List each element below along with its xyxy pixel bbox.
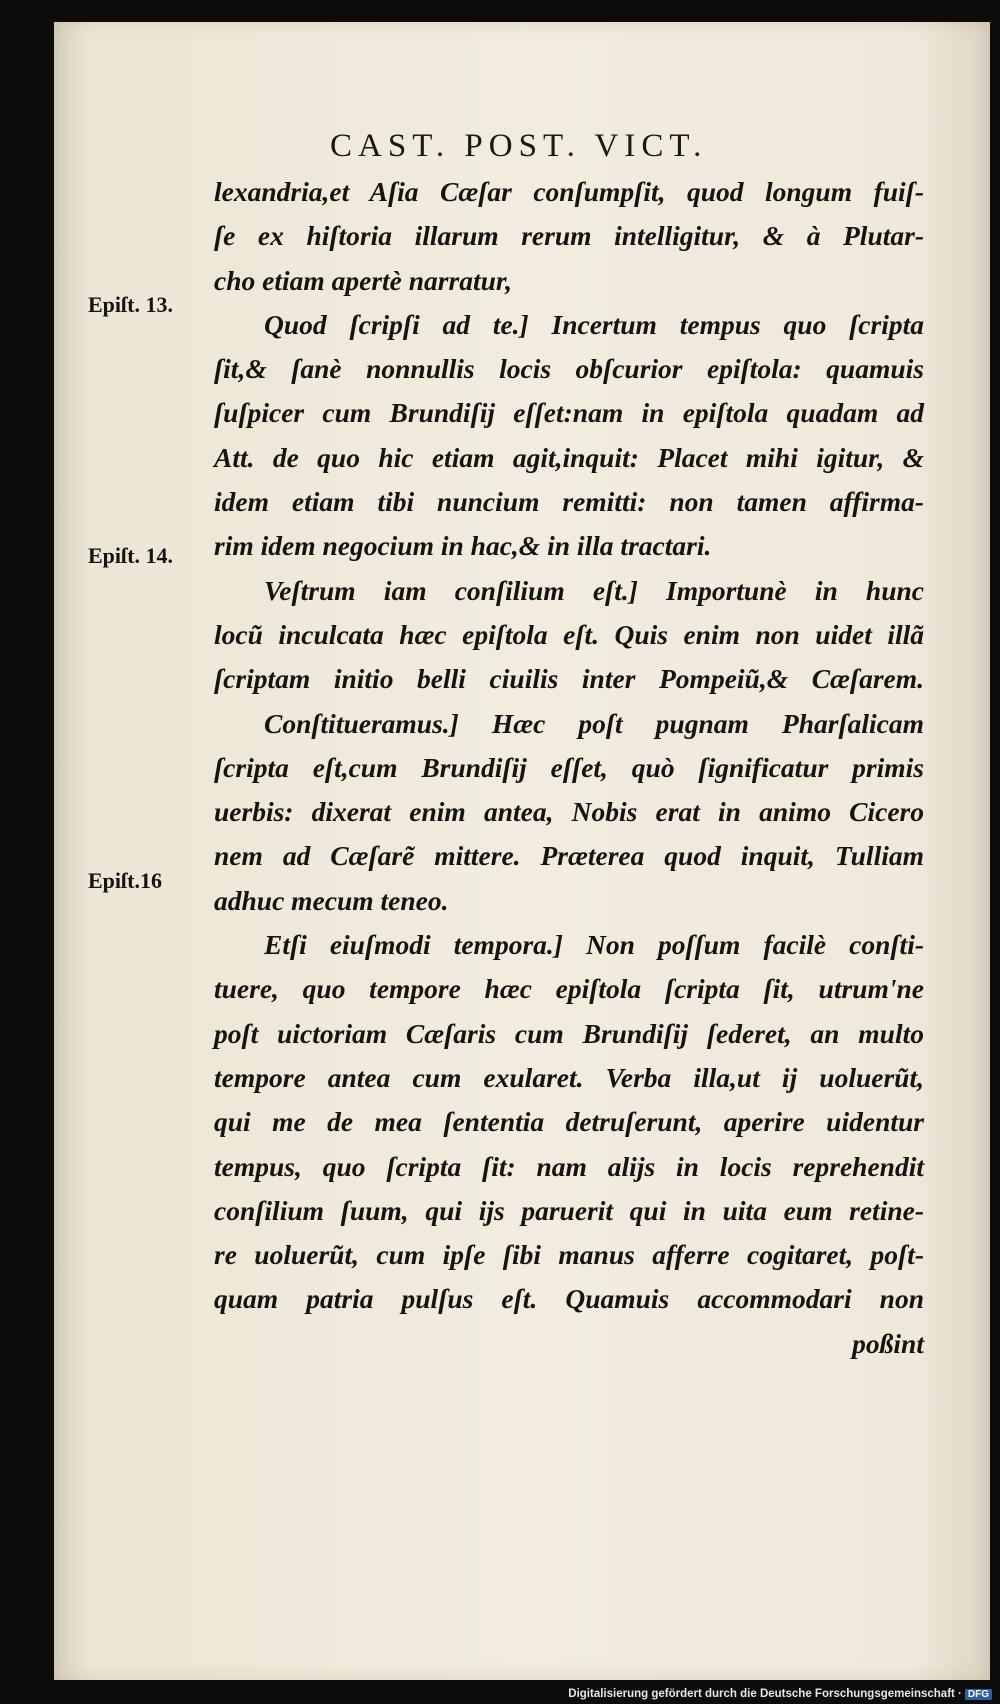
text-line: uerbis: dixerat enim antea, Nobis erat in animo Cicero xyxy=(214,796,924,828)
text-line: nem ad Cæſarẽ mittere. Præterea quod inquit, Tulliam xyxy=(214,840,924,872)
text-line: ſe ex hiſtoria illarum rerum intelligitur, & à Plutar- xyxy=(214,220,924,252)
text-line: rim idem negocium in hac,& in illa tractari. xyxy=(214,530,712,562)
text-line: Veſtrum iam conſilium eſt.] Importunè in hunc xyxy=(264,574,924,606)
text-line: Quod ſcripſi ad te.] Incertum tempus quo ſcripta xyxy=(264,308,924,340)
text-line: Att. de quo hic etiam agit,inquit: Placet mihi igitur, & xyxy=(214,441,924,473)
text-line: Conſtitueramus.] Hæc poſt pugnam Pharſalicam xyxy=(264,707,924,739)
body-text xyxy=(214,170,924,1366)
text-line: lexandria,et Aſia Cæſar conſumpſit, quod longum fuiſ- xyxy=(214,176,924,207)
catchword: poßint xyxy=(852,1327,924,1359)
text-line: poſt uictoriam Cæſaris cum Brundiſij ſederet, an multo xyxy=(214,1017,924,1049)
text-line: adhuc mecum teneo. xyxy=(214,884,449,916)
text-line: ſcripta eſt,cum Brundiſij eſſet, quò ſignificatur primis xyxy=(214,751,924,783)
text-line: ſuſpicer cum Brundiſij eſſet:nam in epiſtola quadam ad xyxy=(214,397,924,429)
dfg-logo: DFG xyxy=(965,1689,992,1700)
text-line: idem etiam tibi nuncium remitti: non tamen affirma- xyxy=(214,486,924,518)
footer-text: Digitalisierung gefördert durch die Deutsche Forschungsgemeinschaft · xyxy=(568,1688,962,1700)
margin-note-epist-16: Epiſt.16 xyxy=(88,868,162,893)
text-line: tempus, quo ſcripta ſit: nam alijs in locis reprehendit xyxy=(214,1150,924,1182)
text-line: quam patria pulſus eſt. Quamuis accommodari non xyxy=(214,1283,924,1315)
text-line: Etſi eiuſmodi tempora.] Non poſſum facilè conſti- xyxy=(264,929,924,961)
margin-note-epist-13: Epiſt. 13. xyxy=(88,292,173,317)
text-line: tempore antea cum exularet. Verba illa,ut ij uoluerũt, xyxy=(214,1061,924,1093)
text-line: tuere, quo tempore hæc epiſtola ſcripta ſit, utrum'ne xyxy=(214,973,924,1005)
text-line: qui me de mea ſententia detruſerunt, aperire uidentur xyxy=(214,1106,924,1138)
text-line: re uoluerũt, cum ipſe ſibi manus afferre cogitaret, poſt- xyxy=(214,1239,924,1271)
text-line: ſit,& ſanè nonnullis locis obſcurior epiſtola: quamuis xyxy=(214,353,924,385)
digitization-footer xyxy=(568,1688,992,1700)
text-line: ſcriptam initio belli ciuilis inter Pompeiũ,& Cæſarem. xyxy=(214,663,924,695)
running-title: CAST. POST. VICT. xyxy=(330,128,708,164)
margin-note-epist-14: Epiſt. 14. xyxy=(88,543,173,568)
text-line: conſilium ſuum, qui ijs paruerit qui in uita eum retine- xyxy=(214,1194,924,1226)
text-line: locũ inculcata hæc epiſtola eſt. Quis enim non uidet illã xyxy=(214,618,924,650)
text-line: cho etiam apertè narratur, xyxy=(214,264,512,296)
